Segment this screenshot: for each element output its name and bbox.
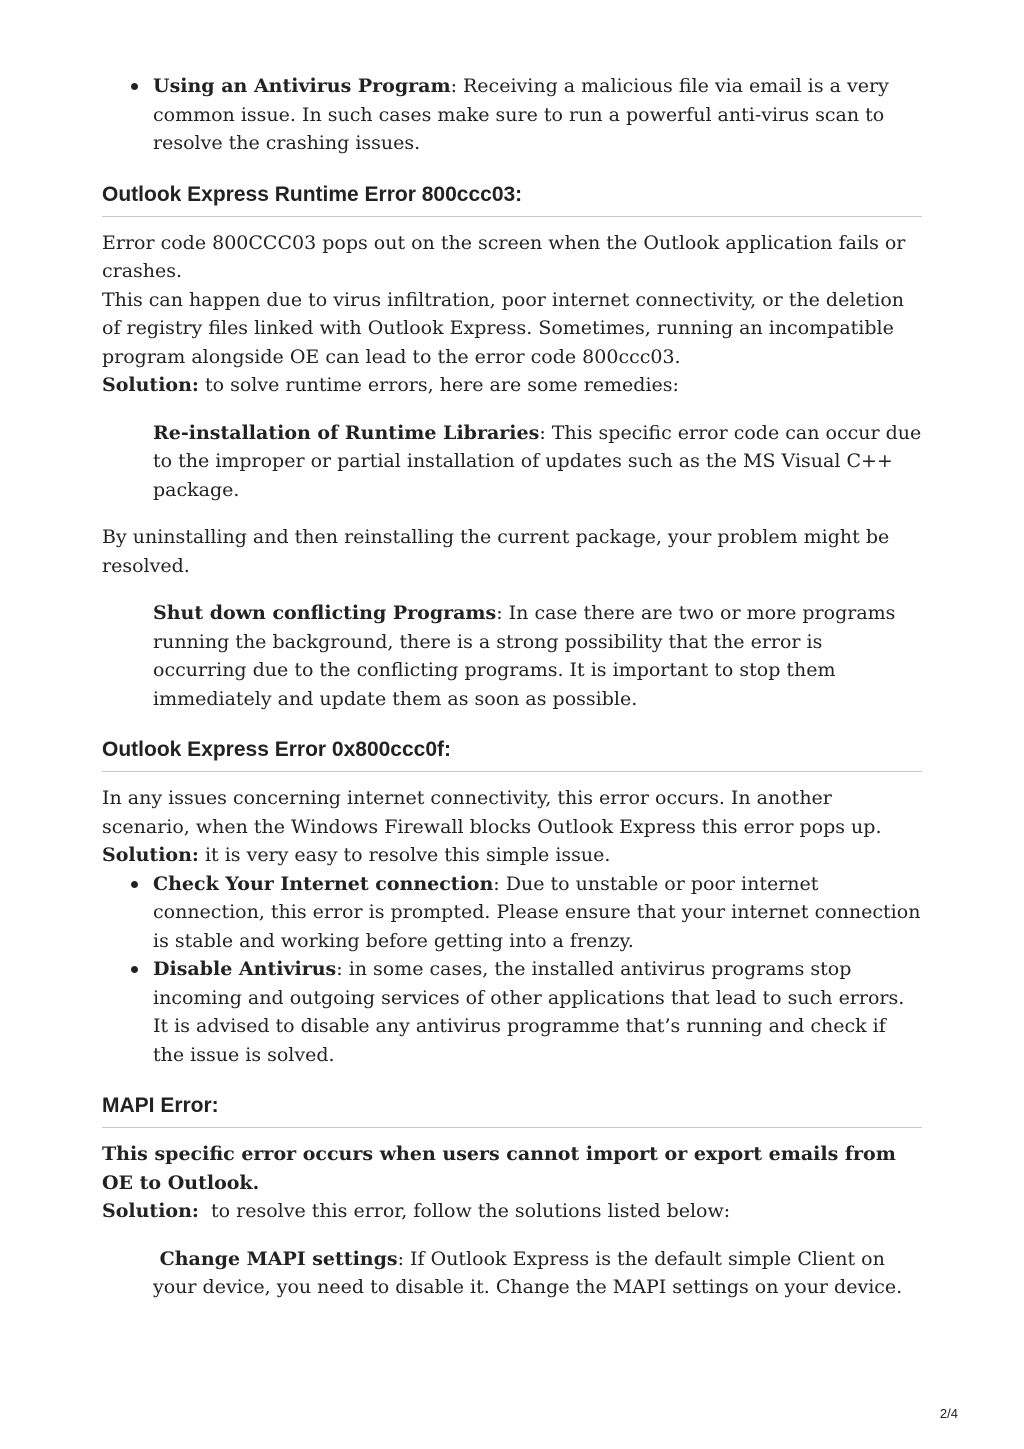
bullet-text: : Due to unstable or poor internet connection, this error is prompted. Please ensure that your internet connection is stable and working before getting into a frenzy. — [153, 872, 921, 952]
section-heading-mapi-error: MAPI Error: — [102, 1093, 922, 1128]
solution-text: it is very easy to resolve this simple issue. — [198, 844, 611, 866]
list-item — [153, 72, 922, 158]
section-heading-runtime-error: Outlook Express Runtime Error 800ccc03: — [102, 182, 922, 217]
solution-line — [102, 841, 922, 870]
bold-paragraph — [102, 1140, 922, 1197]
paragraph: This can happen due to virus infiltration, poor internet connectivity, or the deletion of registry files linked with Outlook Express. Sometimes, running an incompatible program alongside OE can lead to the error code 800ccc03. — [102, 288, 905, 368]
item-term: Re-installation of Runtime Libraries — [153, 421, 540, 444]
paragraph: By uninstalling and then reinstalling the current package, your problem might be resolved. — [102, 526, 890, 577]
intro-bullet-list — [102, 72, 922, 158]
item-text: : In case there are two or more programs running the background, there is a strong possibility that the error is occurring due to the conflicting programs. It is important to stop them immediately and update them as soon as possible. — [153, 602, 896, 710]
item-text: : This specific error code can occur due to the improper or partial installation of updates such as the MS Visual C++ package. — [153, 421, 922, 501]
indented-item — [102, 1245, 922, 1302]
page-number: 2/4 — [939, 1406, 958, 1421]
solution-bullet-list — [102, 870, 922, 1070]
bullet-text: : Receiving a malicious file via email is a very common issue. In such cases make sure to run a powerful anti-virus scan to resolve the crashing issues. — [153, 75, 889, 154]
paragraph: In any issues concerning internet connectivity, this error occurs. In another scenario, when the Windows Firewall blocks Outlook Express this error pops up. — [102, 787, 882, 838]
solution-line — [102, 1197, 922, 1226]
bullet-term: Disable Antivirus — [153, 958, 337, 980]
item-term: Shut down conflicting Programs — [153, 602, 497, 624]
list-item — [153, 870, 922, 956]
paragraph: Error code 800CCC03 pops out on the screen when the Outlook application fails or crashes. — [102, 231, 906, 282]
solution-text: to resolve this error, follow the solutions listed below: — [198, 1200, 731, 1222]
list-item — [153, 955, 922, 1069]
bullet-text: : in some cases, the installed antivirus programs stop incoming and outgoing services of other applications that lead to such errors. It is advised to disable any antivirus programme that’s running and check if the issue is solved. — [153, 958, 905, 1066]
bullet-term: Using an Antivirus Program — [153, 75, 451, 97]
document-page — [102, 72, 922, 1302]
solution-line — [102, 371, 922, 400]
item-term: Change MAPI settings — [153, 1247, 398, 1270]
indented-item — [102, 599, 922, 713]
section-heading-0x800ccc0f: Outlook Express Error 0x800ccc0f: — [102, 737, 922, 772]
indented-item — [102, 419, 922, 505]
bullet-term: Check Your Internet connection — [153, 872, 494, 895]
solution-text: to solve runtime errors, here are some remedies: — [198, 374, 679, 396]
solution-label: Solution: — [102, 844, 199, 866]
solution-label: Solution: — [102, 1200, 199, 1222]
bold-text: This specific error occurs when users cannot import or export emails from OE to Outlook. — [102, 1143, 896, 1194]
item-text: : If Outlook Express is the default simple Client on your device, you need to disable it. Change the MAPI settings on your device. — [153, 1247, 903, 1298]
solution-label: Solution: — [102, 374, 199, 396]
